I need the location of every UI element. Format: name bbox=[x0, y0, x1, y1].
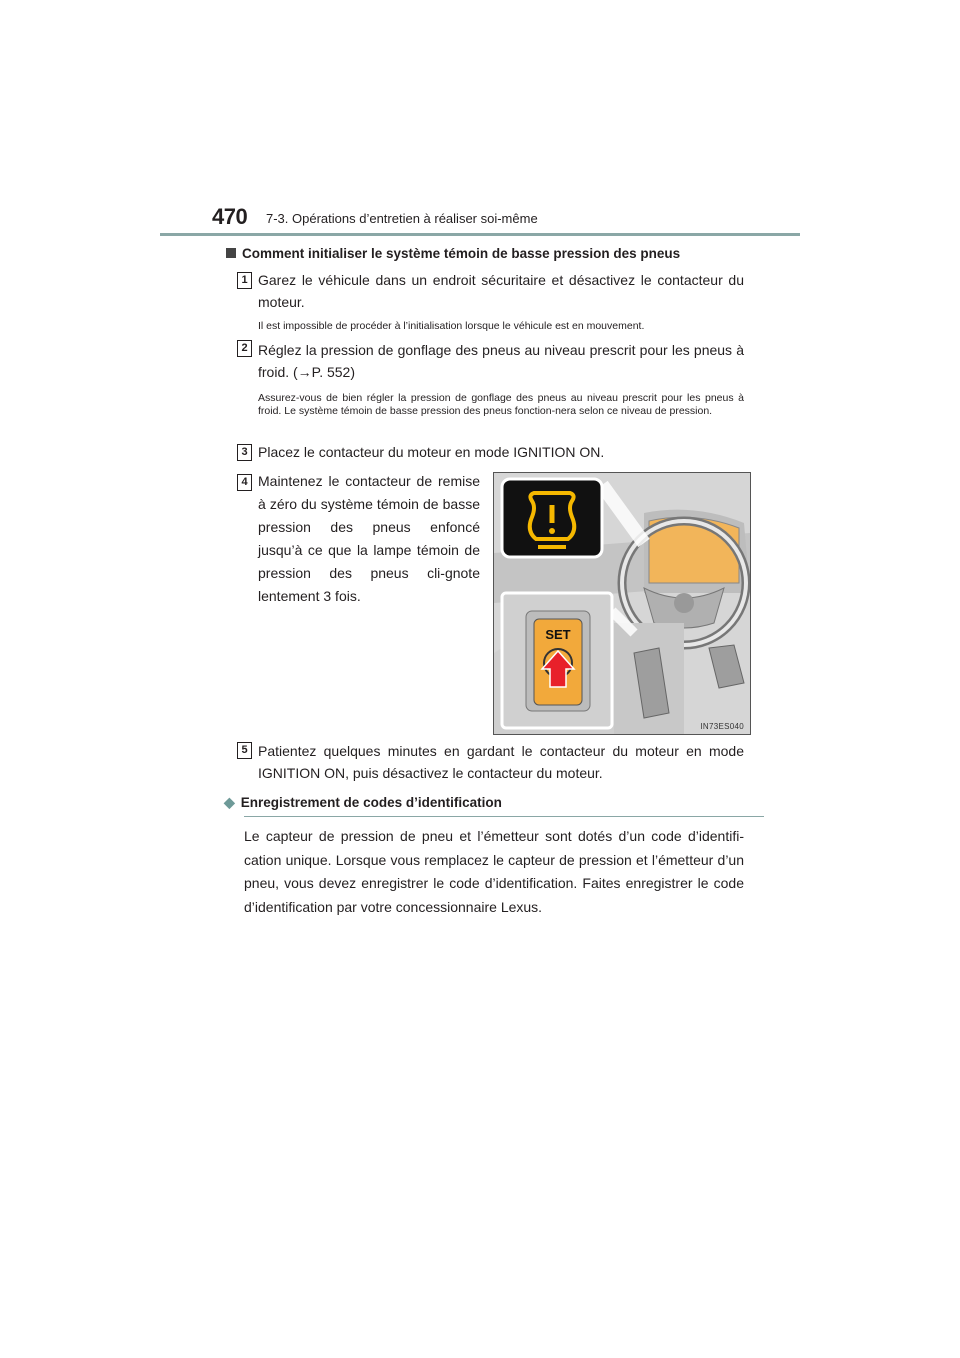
subsection-divider bbox=[244, 816, 764, 817]
step-1-note: Il est impossible de procéder à l’initialisation lorsque le véhicule est en mouvement. bbox=[258, 320, 645, 332]
chapter-title: 7-3. Opérations d’entretien à réaliser soi-même bbox=[266, 211, 538, 226]
step-number-2: 2 bbox=[237, 340, 252, 357]
step-4-text: Maintenez le contacteur de remise à zéro du système témoin de basse pression des pneus enfoncé jusqu’à ce que la lampe témoin de pression des pneus cli-gnote lentement 3 fois. bbox=[258, 473, 480, 604]
subsection-title bbox=[224, 794, 502, 811]
header-divider bbox=[160, 233, 800, 236]
set-button-panel bbox=[502, 593, 612, 728]
step-2-note: Assurez-vous de bien régler la pression de gonflage des pneus au niveau prescrit pour les pneus à froid. Le système témoin de basse pression des pneus fonction-nera selon ce niveau de pression. bbox=[258, 392, 744, 417]
step-number-1: 1 bbox=[237, 272, 252, 289]
figure-code: IN73ES040 bbox=[700, 722, 744, 731]
step-number-3: 3 bbox=[237, 444, 252, 461]
set-button-label: SET bbox=[545, 627, 571, 642]
step-number-5: 5 bbox=[237, 742, 252, 759]
dashboard-drawing bbox=[494, 473, 750, 734]
page-number: 470 bbox=[212, 204, 248, 229]
square-bullet-icon bbox=[226, 248, 236, 258]
step-1-text: Garez le véhicule dans un endroit sécuritaire et désactivez le contacteur du moteur. bbox=[258, 272, 744, 310]
dashboard-illustration bbox=[493, 472, 751, 735]
step-5-text: Patientez quelques minutes en gardant le contacteur du moteur en mode IGNITION ON, puis désactivez le contacteur du moteur. bbox=[258, 743, 744, 781]
step-number-4: 4 bbox=[237, 474, 252, 491]
section-title bbox=[226, 246, 680, 261]
step-3-text: Placez le contacteur du moteur en mode IGNITION ON. bbox=[258, 444, 605, 460]
diamond-bullet-icon: ◆ bbox=[224, 794, 235, 810]
step-2-text: Réglez la pression de gonflage des pneus au niveau prescrit pour les pneus à froid. (→P. 552) bbox=[258, 342, 744, 380]
tire-pressure-warning-icon bbox=[502, 479, 602, 557]
subsection-title-text: Enregistrement de codes d’identification bbox=[240, 795, 502, 810]
subsection-body: Le capteur de pression de pneu et l’émetteur sont dotés d’un code d’identifi-cation unique. Lorsque vous remplacez le capteur de pression et l’émetteur d’un pneu, vous devez enregistrer le code d’identification. Faites enregistrer le code d’identification par votre concessionnaire Lexus. bbox=[244, 828, 744, 915]
section-title-text: Comment initialiser le système témoin de basse pression des pneus bbox=[242, 246, 681, 261]
